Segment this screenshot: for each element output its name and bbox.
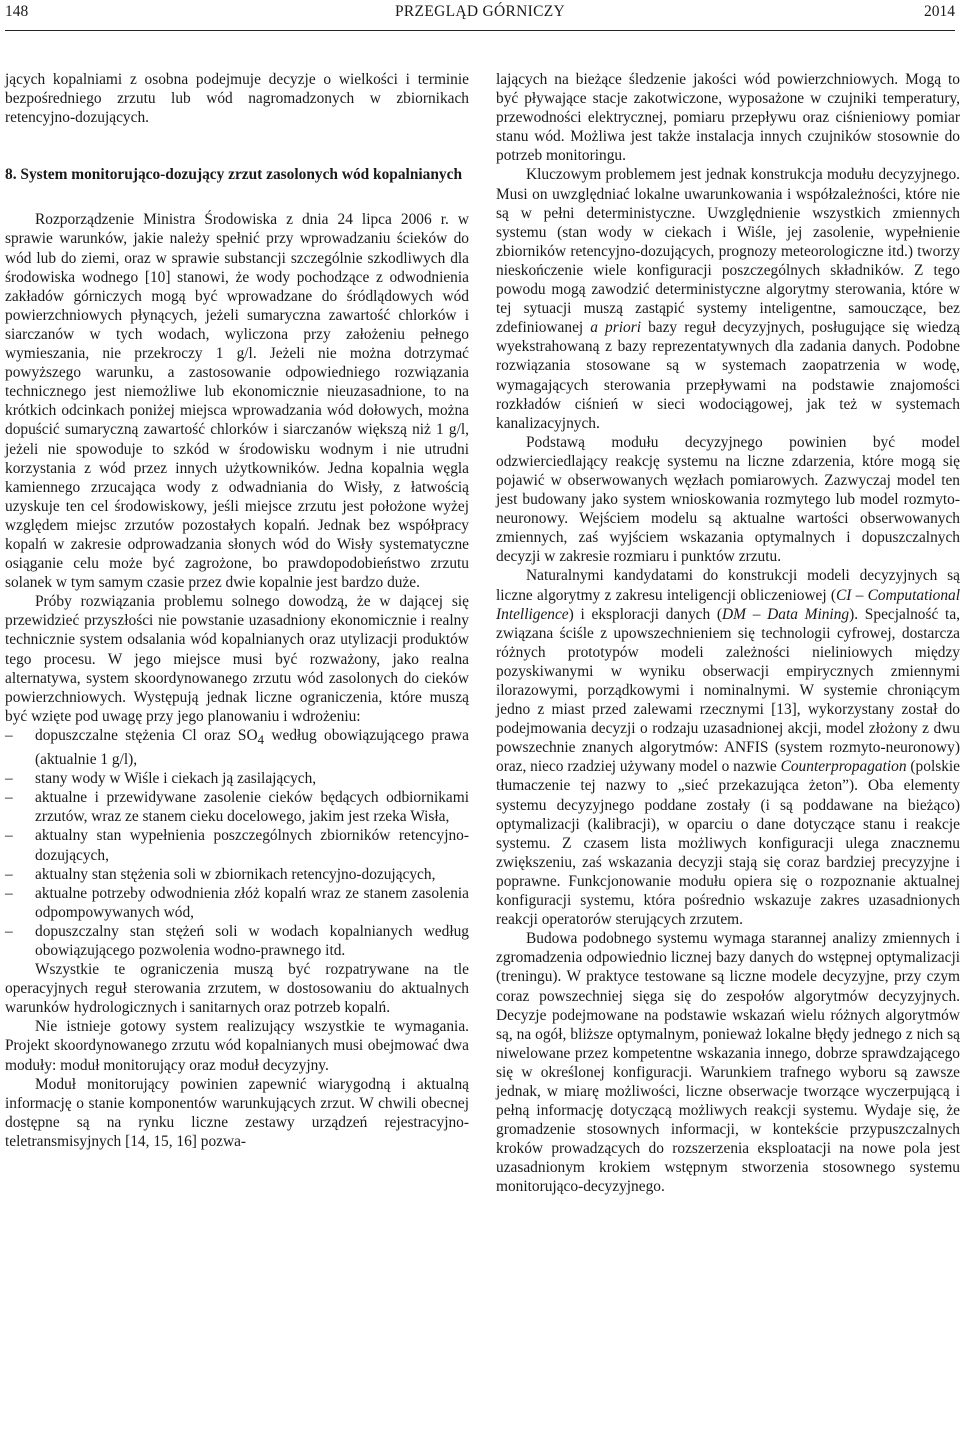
italic-term: a priori bbox=[590, 319, 641, 337]
constraints-list bbox=[5, 726, 469, 960]
body-paragraph: Budowa podobnego systemu wymaga starannej analizy zmiennych i zgromadzenia odpowiednio licznej bazy danych do wstępnej optymalizacji (treningu). W praktyce testowane są liczne modele decyzyjne, przy czym coraz powszechniej sięga się do zespołów algorytmów decyzyjnych. Decyzje podejmowane na podstawie wskazań wielu różnych algorytmów są, na ogół, bliższe optymalnym, ponieważ lokalne błędy jednego z nich są niwelowane przez kompetentne wskazania innego, dobrze sprawdzającego się w określonej konfiguracji. Warunkiem trafnego wyboru są zawsze jednak, w miarę możliwości, liczne obserwacje tworzące wyczerpującą i pełną informację dotyczącą możliwych reakcji systemu. Wydaje się, że gromadzenie stosownych informacji, w kontekście przypuszczalnych kroków prowadzących do rozszerzenia eksploatacji na nowe pola jest uzasadnionym krokiem wstępnym stworzenia stosownego systemu monitorująco-decyzyjnego. bbox=[496, 930, 960, 1196]
list-item-text: dopuszczalne stężenia Cl oraz SO bbox=[35, 726, 258, 744]
right-column bbox=[496, 70, 960, 1197]
body-paragraph bbox=[496, 165, 960, 432]
italic-term: Counterpropagation bbox=[780, 758, 907, 776]
journal-title: PRZEGLĄD GÓRNICZY bbox=[395, 3, 565, 20]
text-run: bazy reguł decyzyjnych, posługujące się wiedzą wyekstrahowaną z bazy reprezentatywnych dla zadania danych. Podobne rozwiązania stosowane są w systemach zaopatrzenia w wodę, wymagających sterowania przepływami na podstawie znajomości rozkładów ciśnień w sieci wodociągowej, jak też w systemach kanalizacyjnych. bbox=[496, 319, 960, 432]
text-run: ). Specjalność ta, związana ściśle z upowszechnieniem się technologii cyfrowej, dostarcza różnych prototypów modeli zależności nieliniowych między pozyskiwanymi w wyniku obserwacji empirycznych zmiennymi ilorazowymi, porządkowymi i nominalnymi. W systemie chroniącym jedno z miast przed zalewami rzecznymi [13], wykorzystany został do podejmowania decyzji o rodzaju uzasadnionej akcji, model złożony z dwu powszechnie znanych algorytmów: ANFIS (system rozmyto-neuronowy) oraz, nieco rzadziej używany model o nazwie bbox=[496, 605, 960, 776]
list-item: – aktualne potrzeby odwodnienia złóż kopalń wraz ze stanem zasolenia odpompowywanych wód, bbox=[5, 884, 469, 922]
text-run: ) i eksploracji danych ( bbox=[568, 605, 723, 623]
list-item: – aktualny stan wypełnienia poszczególnych zbiorników retencyjno-dozujących, bbox=[5, 826, 469, 864]
intro-paragraph: jących kopalniami z osobna podejmuje decyzje o wielkości i terminie bezpośredniego zrzutu lub wód nagromadzonych w zbiornikach retencyjno-dozujących. bbox=[5, 71, 469, 127]
body-paragraph: Rozporządzenie Ministra Środowiska z dnia 24 lipca 2006 r. w sprawie warunków, jakie należy spełnić przy wprowadzaniu ścieków do wód lub do ziemi, oraz w sprawie substancji szczególnie szkodliwych dla środowiska wodnego [10] stanowi, że wody pochodzące z odwodnienia zakładów górniczych mogą być wprowadzane do śródlądowych wód powierzchniowych płynących, jeżeli sumaryczna zawartość chlorków i siarczanów w tych wodach, wyliczona przy założeniu pełnego wymieszania, nie przekroczy 1 g/l. Jeżeli nie można dotrzymać powyższego warunku, a zastosowanie odpowiedniego rozwiązania technicznego jest niemożliwe lub ekonomicznie nieuzasadnione, to na krótkich odcinkach poniżej miejsca wprowadzania wód dołowych, można dopuścić sumaryczną zawartość chlorków i siarczanów większą niż 1 g/l, jeżeli nie spowoduje to szkód w środowisku wodnym i nie utrudni korzystania z wód przez innych użytkowników. Jedna kopalnia węgla kamiennego zrzucająca wody z odwadniania do Wisły, z łatwością uzyskuje ten cel środowiskowy, jeśli miejsce zrzutu jest położone wyżej względem miejsc zrzutów pozostałych kopalń. Jednak bez współpracy kopalń w zakresie odprowadzania słonych wód do Wisły systematyczne osiąganie celu może być zagrożone, bo prawdopodobieństwo zrzutu solanek w tym samym czasie przez dwie kopalnie jest bardzo duże. bbox=[5, 211, 469, 592]
list-item bbox=[5, 726, 469, 769]
text-run: Naturalnymi kandydatami do konstrukcji modeli decyzyjnych są liczne algorytmy z zakresu inteligencji obliczeniowej ( bbox=[496, 567, 960, 604]
page-number: 148 bbox=[5, 3, 29, 20]
body-paragraph: Próby rozwiązania problemu solnego dowodzą, że w dającej się przewidzieć przyszłości nie powstanie uzasadniony ekonomicznie i realny technicznie system odsalania wód kopalnianych oraz utylizacji produktów tego procesu. W jego miejsce musi być rozważony, jako realna alternatywa, system skoordynowanego zrzutu wód zasolonych do cieków powierzchniowych. Występują jednak liczne ograniczenia, które muszą być wzięte pod uwagę przy jego planowaniu i wdrożeniu: bbox=[5, 593, 469, 725]
subscript: 4 bbox=[257, 732, 265, 747]
publication-year: 2014 bbox=[924, 3, 955, 20]
italic-term: DM – Data Mining bbox=[722, 605, 850, 623]
page-header bbox=[5, 0, 955, 31]
body-paragraph: lających na bieżące śledzenie jakości wód powierzchniowych. Mogą to być pływające stacje zakotwiczone, wyposażone w czujniki temperatury, przewodności elektrycznej, pomiaru przepływu oraz ciśnieniowy pomiar stanu wód. Możliwa jest także instalacja innych czujników stosownie do potrzeb monitoringu. bbox=[496, 71, 960, 165]
list-item: – stany wody w Wiśle i ciekach ją zasilających, bbox=[5, 769, 469, 788]
list-item: – aktualny stan stężenia soli w zbiornikach retencyjno-dozujących, bbox=[5, 865, 469, 884]
body-paragraph: Wszystkie te ograniczenia muszą być rozpatrywane na tle operacyjnych reguł sterowania zrzutem, w dostosowaniu do aktualnych warunków hydrologicznych i sanitarnych oraz potrzeb kopalń. bbox=[5, 961, 469, 1017]
body-paragraph: Nie istnieje gotowy system realizujący wszystkie te wymagania. Projekt skoordynowanego zrzutu wód kopalnianych musi obejmować dwa moduły: moduł monitorujący oraz moduł decyzyjny. bbox=[5, 1018, 469, 1074]
body-paragraph bbox=[496, 566, 960, 929]
body-paragraph: Podstawą modułu decyzyjnego powinien być model odzwierciedlający reakcję systemu na liczne zdarzenia, które mogą się pojawić w obserwowanych węzłach pomiarowych. Zazwyczaj model ten jest budowany jako system wnioskowania rozmytego lub model rozmyto-neuronowy. Wejściem modelu są aktualne wartości obserwowanych zmiennych, zaś wyjściem wskazania optymalnych i dopuszczalnych decyzji w zakresie rozmiaru i punktów zrzutu. bbox=[496, 433, 960, 566]
text-run: (polskie tłumaczenie tej nazwy to „sieć przekazująca żeton”). Oba elementy systemu decyzyjnego poddane zostały (i są poddawane na bieżąco) optymalizacji (kalibracji), w oparciu o dane dotyczące stanu i reakcje systemu. Z czasem lista możliwych konfiguracji ulega znacznemu zwiększeniu, zaś wskazania decyzji stają się coraz bardziej precyzyjne i poprawne. Funkcjonowanie modułu opiera się o rozpoznanie aktualnej konfiguracji systemu, która pośrednio wskazuje zakres uzasadnionych reakcji operatorów sterujących zrzutem. bbox=[496, 758, 960, 929]
left-column bbox=[5, 70, 469, 1151]
list-item-text: według obowiązującego prawa (aktualnie 1 g/l), bbox=[35, 726, 469, 769]
list-item: – aktualne i przewidywane zasolenie cieków będących odbiornikami zrzutów, wraz ze stanem cieku docelowego, jakim jest rzeka Wisła, bbox=[5, 788, 469, 826]
text-run: Kluczowym problemem jest jednak konstrukcja modułu decyzyjnego. Musi on uwzględniać lokalne uwarunkowania i współzależności, które nie są w pełni deterministyczne. Uwzględnienie wszystkich zmiennych systemu (stan wody w ciekach i Wiśle, jej zasolenie, wypełnienie zbiorników retencyjno-dozujących, prognozy meteorologiczne itd.) tworzy nieskończenie wiele konfiguracji poszczególnych składników. Z tego powodu mogą zawodzić deterministyczne algorytmy sterowania, które w tej sytuacji muszą zastąpić systemy inteligentne, samouczące, bez zdefiniowanej bbox=[496, 166, 960, 337]
section-title: 8. System monitorująco-dozujący zrzut zasolonych wód kopalnianych bbox=[5, 166, 463, 184]
list-item: – dopuszczalny stan stężeń soli w wodach kopalnianych według obowiązującego pozwolenia wodno-prawnego itd. bbox=[5, 922, 469, 960]
italic-term: CI – Computational Intelligence bbox=[496, 586, 960, 623]
body-paragraph: Moduł monitorujący powinien zapewnić wiarygodną i aktualną informację o stanie komponentów warunkujących zrzut. W chwili obecnej dostępne są na rynku liczne zestawy urządzeń rejestracyjno-teletransmisyjnych [14, 15, 16] pozwa- bbox=[5, 1075, 469, 1150]
